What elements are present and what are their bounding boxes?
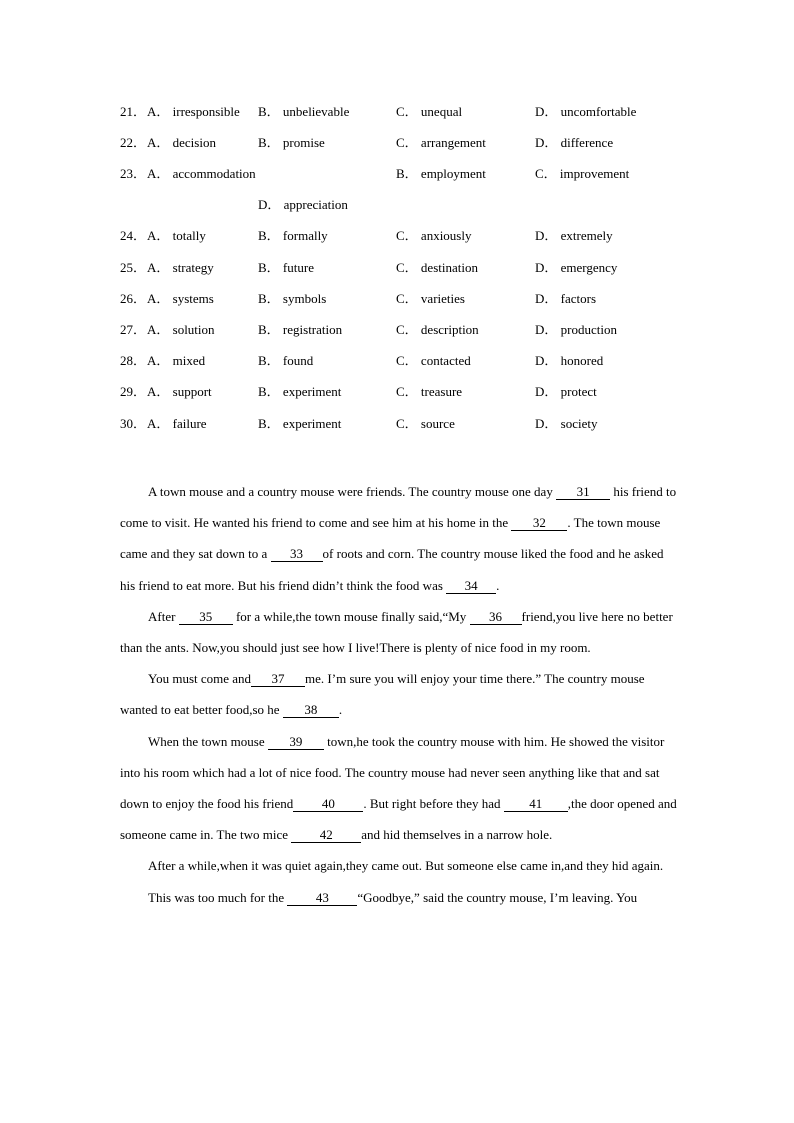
option-d: D． uncomfortable [535, 104, 637, 119]
option-c: C． anxiously [396, 228, 472, 243]
option-c: C． varieties [396, 291, 465, 306]
question-number: 27． [120, 322, 147, 337]
option-b: B． experiment [258, 384, 342, 399]
option-a: A． irresponsible [147, 104, 240, 119]
passage-text: and hid themselves in a narrow hole. [361, 827, 553, 843]
passage-text: You must come and [148, 671, 252, 687]
passage-text: his friend to come to visit. He wanted his friend to come and see him at his home in the [120, 484, 677, 531]
question-number: 23． [120, 166, 147, 181]
option-d: D． society [535, 416, 598, 431]
passage-text: ,the door opened and someone came in. The two mice [120, 796, 677, 843]
option-c: C． source [396, 416, 455, 431]
blank-31: 31 [556, 484, 610, 500]
option-a: A． totally [147, 228, 206, 243]
paragraph-6 [120, 882, 680, 913]
blank-33: 33 [271, 546, 323, 562]
passage-text: me. I’m sure you will enjoy your time there.” The country mouse wanted to eat better food,so he [120, 671, 645, 718]
question-number: 28． [120, 353, 147, 368]
question-number: 29． [120, 384, 147, 399]
option-c: C． destination [396, 260, 478, 275]
blank-34: 34 [446, 578, 496, 594]
paragraph-4 [120, 726, 680, 851]
option-d: D． extremely [535, 228, 613, 243]
passage-text: friend,you live here no better than the ants. Now,you should just see how I live!There is plenty of nice food in my room. [120, 608, 673, 656]
passage-text: After a while,when it was quiet again,they came out. But someone else came in,and they hid again. [148, 858, 664, 874]
blank-42: 42 [291, 827, 361, 843]
blank-39: 39 [268, 734, 324, 750]
passage-text: When the town mouse [148, 733, 268, 749]
blank-40: 40 [293, 796, 363, 812]
question-number: 30． [120, 416, 147, 431]
paragraph-1 [120, 476, 680, 601]
blank-43: 43 [287, 890, 357, 906]
paragraph-3 [120, 663, 680, 725]
option-c: C． treasure [396, 384, 463, 399]
option-b: B． formally [258, 228, 328, 243]
passage-text: . [338, 702, 343, 718]
option-d: D． difference [535, 135, 614, 150]
paragraph-2 [120, 601, 680, 663]
question-number: 25． [120, 260, 147, 275]
option-d: D． factors [535, 291, 597, 306]
option-a: A． mixed [147, 353, 206, 368]
option-c: C． arrangement [396, 135, 486, 150]
passage-text: “Goodbye,” said the country mouse, I’m leaving. You [357, 889, 638, 905]
option-d: D． production [535, 322, 617, 337]
option-a: A． solution [147, 322, 215, 337]
option-b: B． found [258, 353, 314, 368]
option-c: C． contacted [396, 353, 471, 368]
passage-text: . The town mouse came and they sat down to a [120, 515, 661, 562]
cloze-passage [120, 476, 680, 913]
passage-text: town,he took the country mouse with him. He showed the visitor into his room which had a lot of nice food. The country mouse had never seen anything like that and sat down to enjoy the food his friend [120, 733, 665, 812]
option-c: C． unequal [396, 104, 463, 119]
option-a: A． systems [147, 291, 214, 306]
option-c: C． description [396, 322, 479, 337]
option-a: A． accommodation [147, 166, 256, 181]
option-b: B． promise [258, 135, 325, 150]
blank-38: 38 [283, 702, 339, 718]
option-b: B． registration [258, 322, 343, 337]
option-a: A． support [147, 384, 212, 399]
question-number: 22． [120, 135, 147, 150]
question-number: 21． [120, 104, 147, 119]
option-a: A． failure [147, 416, 207, 431]
passage-text: After [148, 608, 179, 624]
option-d: D． honored [535, 353, 604, 368]
option-c-alt: C． improvement [535, 166, 630, 181]
passage-text: This was too much for the [148, 889, 288, 905]
passage-text: for a while,the town mouse finally said,“My [232, 608, 470, 624]
option-d-alt: D． appreciation [258, 197, 348, 212]
passage-text: . But right before they had [363, 796, 504, 812]
option-b: B． experiment [258, 416, 342, 431]
question-number: 24． [120, 228, 147, 243]
paragraph-5 [120, 850, 680, 881]
blank-32: 32 [511, 515, 567, 531]
blank-41: 41 [504, 796, 568, 812]
option-d: D． emergency [535, 260, 618, 275]
passage-text: A town mouse and a country mouse were friends. The country mouse one day [148, 484, 557, 499]
option-a: A． decision [147, 135, 216, 150]
passage-text: of roots and corn. The country mouse liked the food and he asked his friend to eat more. But his friend didn’t think the food was [120, 546, 664, 593]
blank-37: 37 [251, 671, 305, 687]
blank-35: 35 [179, 609, 233, 625]
option-b: B． unbelievable [258, 104, 350, 119]
question-number: 26． [120, 291, 147, 306]
option-b: B． future [258, 260, 314, 275]
option-b: B． symbols [258, 291, 327, 306]
option-d: D． protect [535, 384, 597, 399]
option-a: A． strategy [147, 260, 214, 275]
passage-text: . [496, 577, 500, 593]
blank-36: 36 [470, 609, 522, 625]
option-b-alt: B． employment [396, 166, 486, 181]
